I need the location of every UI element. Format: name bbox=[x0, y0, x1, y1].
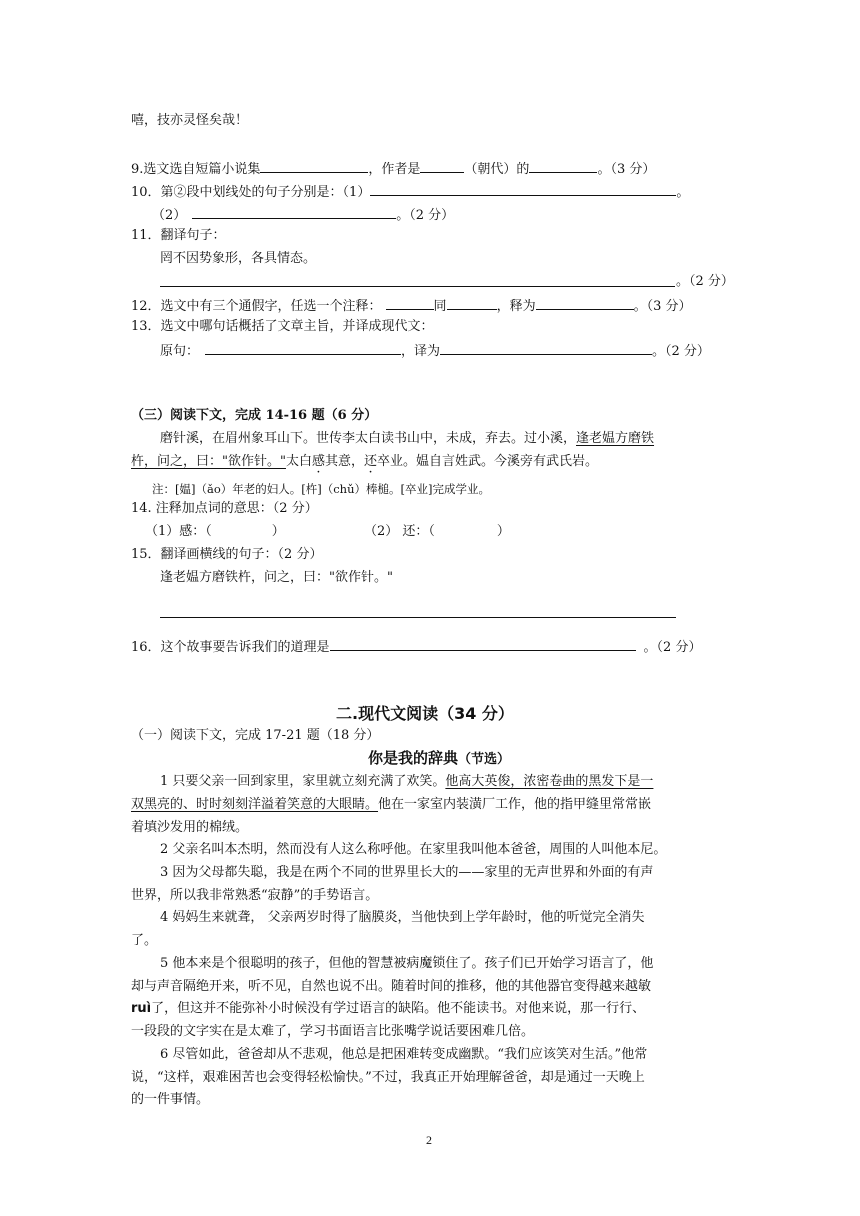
paragraph-1-line-1 bbox=[160, 773, 653, 791]
question-11: 11．翻译句子： bbox=[131, 228, 226, 243]
q9-text-c: （朝代）的 bbox=[464, 162, 530, 177]
paragraph-text: 了，但这并不能弥补小时候没有学过语言的缺陷。他不能读书。对他来说，那一行行、 bbox=[151, 1001, 646, 1016]
q14-item-2-open: （2） 还：（ bbox=[364, 524, 435, 539]
q12-text-c: ，释为 bbox=[496, 299, 536, 314]
q9-blank-2[interactable] bbox=[420, 159, 464, 173]
paragraph-5-line-2: 却与声音隔绝开来，听不见，自然也说不出。随着时间的推移，他的其他器官变得越来越敏 bbox=[131, 979, 652, 994]
q16-text-b: 。（2 分） bbox=[643, 640, 702, 655]
question-15: 15．翻译画横线的句子：（2 分） bbox=[131, 547, 323, 562]
dotted-word-gan: 感 bbox=[311, 454, 325, 469]
q13-blank-1[interactable] bbox=[205, 341, 401, 355]
paragraph-4-line-2: 了。 bbox=[131, 933, 158, 948]
page-number: 2 bbox=[426, 1133, 432, 1147]
q13-text-c: ，译为 bbox=[401, 344, 441, 359]
q9-text-a: 9.选文选自短篇小说集 bbox=[131, 162, 261, 177]
paragraph-4-line-1: 4 妈妈生来就聋， 父亲两岁时得了脑膜炎，当他快到上学年龄时，他的听觉完全消失 bbox=[160, 910, 645, 925]
part3-passage-line-1 bbox=[160, 430, 654, 448]
q13-answer-row bbox=[160, 341, 710, 361]
article-title-note: （节选） bbox=[458, 752, 511, 767]
paragraph-5-line-1: 5 他本来是个很聪明的孩子，但他的智慧被病魔锁住了。孩子们已开始学习语言了，他 bbox=[160, 956, 654, 971]
q12-text-d: 。（3 分） bbox=[633, 299, 692, 314]
q13-blank-2[interactable] bbox=[440, 341, 652, 355]
section-2-title: 二.现代文阅读（34 分） bbox=[336, 704, 514, 723]
paragraph-3-line-2: 世界，所以我非常熟悉“寂静”的手势语言。 bbox=[131, 888, 379, 903]
q14-item-2 bbox=[364, 523, 510, 541]
question-13: 13．选文中哪句话概括了文章主旨，并译成现代文： bbox=[131, 319, 434, 334]
q11-answer-line[interactable] bbox=[160, 286, 675, 287]
part3-note: 注：[媪]（ǎo）年老的妇人。[杵]（chǔ）棒槌。[卒业]完成学业。 bbox=[152, 482, 490, 496]
text-line: 嘻，技亦灵怪矣哉！ bbox=[131, 113, 249, 128]
q16-blank[interactable] bbox=[330, 637, 636, 651]
q10-blank-2[interactable] bbox=[192, 205, 396, 219]
q13-text-d: 。（2 分） bbox=[652, 344, 710, 359]
q9-text-d: 。（3 分） bbox=[597, 162, 656, 177]
q12-blank-1[interactable] bbox=[386, 296, 434, 310]
question-10 bbox=[131, 182, 689, 202]
question-12 bbox=[131, 296, 691, 316]
underlined-sentence: 他高大英俊，浓密卷曲的黑发下是一 bbox=[445, 774, 654, 789]
part3-text: 太白 bbox=[285, 454, 312, 469]
q16-text-a: 16．这个故事要告诉我们的道理是 bbox=[131, 640, 330, 655]
part3-underlined-text: 逢老媪方磨铁 bbox=[576, 431, 655, 446]
part3-passage-line-2 bbox=[131, 453, 598, 471]
paragraph-1-line-3: 着填沙发用的棉绒。 bbox=[131, 820, 249, 835]
q13-text-b: 原句： bbox=[160, 344, 200, 359]
article-title: 你是我的辞典 bbox=[368, 749, 459, 767]
article-title-row bbox=[368, 749, 510, 769]
paragraph-1-line-2 bbox=[131, 796, 651, 814]
dotted-word-huan: 还 bbox=[364, 454, 378, 469]
part3-text: 磨针溪，在眉州象耳山下。世传李太白读书山中，未成，弃去。过小溪， bbox=[160, 431, 577, 446]
question-16 bbox=[131, 637, 701, 657]
pinyin-rui: ruì bbox=[131, 1001, 152, 1016]
paragraph-text: 他在一家室内装潢厂工作，他的指甲缝里常常嵌 bbox=[378, 797, 652, 812]
part3-heading: （三）阅读下文，完成 14-16 题（6 分） bbox=[131, 408, 378, 423]
question-10-part-2 bbox=[152, 205, 454, 225]
paragraph-3-line-1: 3 因为父母都失聪，我是在两个不同的世界里长大的——家里的无声世界和外面的有声 bbox=[160, 865, 654, 880]
paragraph-5-line-3 bbox=[131, 1000, 645, 1018]
q9-blank-3[interactable] bbox=[529, 159, 597, 173]
q9-blank-1[interactable] bbox=[260, 159, 368, 173]
q14-item-2-close: ） bbox=[496, 524, 510, 539]
q15-sentence: 逢老媪方磨铁杵，问之，曰："欲作针。" bbox=[160, 570, 393, 585]
q11-sentence: 罔不因势象形，各具情态。 bbox=[160, 251, 317, 266]
paragraph-5-line-4: 一段段的文字实在是太难了，学习书面语言比张嘴学说话要困难几倍。 bbox=[131, 1024, 535, 1039]
q10-text-c: （2） bbox=[152, 208, 187, 223]
paragraph-text: 1 只要父亲一回到家里，家里就立刻充满了欢笑。 bbox=[160, 774, 446, 789]
q12-text-b: 同 bbox=[433, 299, 447, 314]
q12-text-a: 12．选文中有三个通假字，任选一个注释： bbox=[131, 299, 382, 314]
q9-text-b: ，作者是 bbox=[368, 162, 421, 177]
q14-item-1-close: ） bbox=[271, 524, 285, 539]
q11-score: 。（2 分） bbox=[676, 274, 734, 289]
q10-text-b: 。 bbox=[676, 185, 690, 200]
part1-heading: （一）阅读下文，完成 17-21 题（18 分） bbox=[131, 728, 380, 743]
question-9 bbox=[131, 159, 655, 179]
q12-blank-3[interactable] bbox=[536, 296, 634, 310]
q14-item-1-open: （1）感：（ bbox=[145, 524, 212, 539]
question-14: 14. 注释加点词的意思：（2 分） bbox=[131, 501, 318, 516]
q14-item-1 bbox=[145, 523, 285, 541]
paragraph-6-line-3: 的一件事情。 bbox=[131, 1092, 210, 1107]
q15-answer-line[interactable] bbox=[160, 617, 676, 618]
paragraph-6-line-1: 6 尽管如此，爸爸却从不悲观，他总是把困难转变成幽默。“我们应该笑对生活。”他常 bbox=[160, 1047, 648, 1062]
q10-text-a: 10．第②段中划线处的句子分别是：（1） bbox=[131, 185, 371, 200]
paragraph-2: 2 父亲名叫本杰明，然而没有人这么称呼他。在家里我叫他本爸爸，周围的人叫他本尼。 bbox=[160, 842, 667, 857]
paragraph-6-line-2: 说，“这样，艰难困苦也会变得轻松愉快。”不过，我真正开始理解爸爸，却是通过一天晚上 bbox=[131, 1070, 645, 1085]
part3-underlined-text: 杵，问之，曰："欲作针。" bbox=[131, 454, 286, 469]
underlined-sentence: 双黑亮的、时时刻刻洋溢着笑意的大眼睛。 bbox=[131, 797, 379, 812]
q12-blank-2[interactable] bbox=[447, 296, 497, 310]
part3-text: 卒业。媪自言姓武。今溪旁有武氏岩。 bbox=[377, 454, 599, 469]
part3-text: 其意， bbox=[325, 454, 365, 469]
q10-text-d: 。（2 分） bbox=[396, 208, 455, 223]
q10-blank-1[interactable] bbox=[370, 182, 676, 196]
